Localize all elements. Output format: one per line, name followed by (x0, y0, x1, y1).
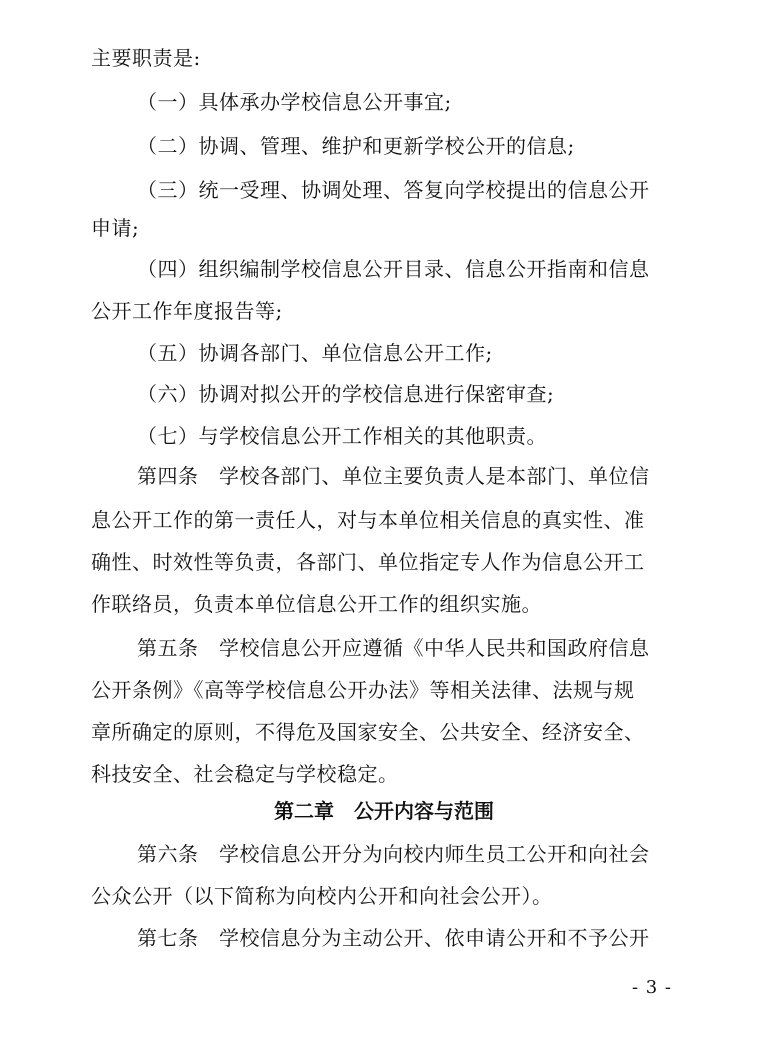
chapter-heading: 第二章 公开内容与范围 (274, 799, 494, 823)
text-line: 第六条 学校信息公开分为向校内师生员工公开和向社会 (137, 842, 650, 866)
text-line: 章所确定的原则，不得危及国家安全、公共安全、经济安全、 (91, 720, 645, 744)
text-line: 作联络员，负责本单位信息公开工作的组织实施。 (91, 592, 542, 616)
text-line: 科技安全、社会稳定与学校稳定。 (91, 762, 399, 786)
page-number: - 3 - (631, 977, 672, 998)
text-line: （四）组织编制学校信息公开目录、信息公开指南和信息 (137, 257, 650, 281)
text-line: 第七条 学校信息分为主动公开、依申请公开和不予公开 (137, 926, 650, 950)
text-line: （三）统一受理、协调处理、答复向学校提出的信息公开 (137, 178, 650, 202)
text-line: 申请; (91, 216, 140, 240)
text-line: （六）协调对拟公开的学校信息进行保密审查; (137, 382, 555, 406)
text-line: 第五条 学校信息公开应遵循《中华人民共和国政府信息 (137, 636, 650, 660)
text-line: 第四条 学校各部门、单位主要负责人是本部门、单位信 (137, 464, 650, 488)
text-line: （七）与学校信息公开工作相关的其他职责。 (137, 424, 547, 448)
text-line: 公开工作年度报告等; (91, 299, 283, 323)
text-line: 主要职责是: (91, 46, 201, 70)
text-line: 息公开工作的第一责任人，对与本单位相关信息的真实性、准 (91, 508, 645, 532)
text-line: 公开条例》《高等学校信息公开办法》等相关法律、法规与规 (91, 678, 635, 702)
text-line: 公众公开（以下简称为向校内公开和向社会公开）。 (91, 884, 553, 908)
text-line: 确性、时效性等负责，各部门、单位指定专人作为信息公开工 (91, 550, 645, 574)
text-line: （二）协调、管理、维护和更新学校公开的信息; (137, 134, 575, 158)
text-line: （五）协调各部门、单位信息公开工作; (137, 341, 493, 365)
text-line: （一）具体承办学校信息公开事宜; (137, 90, 452, 114)
